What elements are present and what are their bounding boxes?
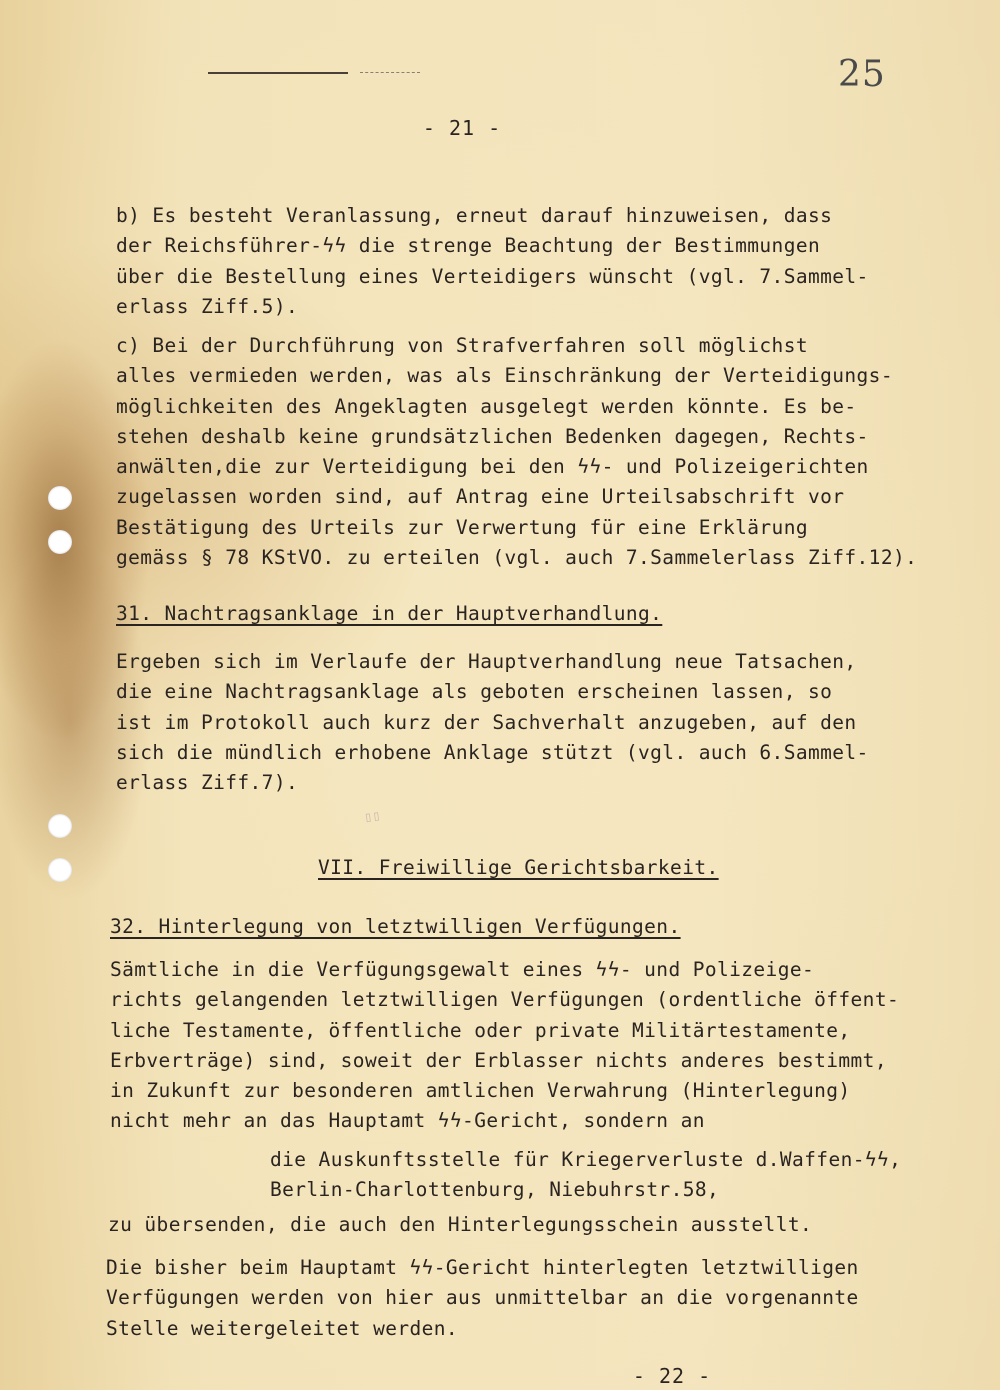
text-line: Sämtliche in die Verfügungsgewalt eines ϟϟ- und Polizeige- bbox=[110, 958, 815, 981]
text-line: ist im Protokoll auch kurz der Sachverhalt anzugeben, auf den bbox=[116, 710, 857, 734]
paragraph-send bbox=[108, 1210, 908, 1240]
text-line: Berlin-Charlottenburg, Niebuhrstr.58, bbox=[270, 1178, 720, 1202]
text-line: c) Bei der Durchführung von Strafverfahren soll möglichst bbox=[116, 334, 808, 357]
text-line: Die bisher beim Hauptamt ϟϟ-Gericht hinterlegten letztwilligen bbox=[106, 1256, 859, 1279]
text-line: richts gelangenden letztwilligen Verfügungen (ordentliche öffent- bbox=[110, 988, 900, 1012]
text-line: zugelassen worden sind, auf Antrag eine Urteilsabschrift vor bbox=[116, 485, 845, 509]
text-line: liche Testamente, öffentliche oder private Militärtestamente, bbox=[110, 1018, 851, 1042]
text-line: Verfügungen werden von hier aus unmittelbar an die vorgenannte bbox=[106, 1286, 859, 1310]
text-line: Ergeben sich im Verlaufe der Hauptverhandlung neue Tatsachen, bbox=[116, 650, 857, 673]
text-line: anwälten,die zur Verteidigung bei den ϟϟ- und Polizeigerichten bbox=[116, 455, 869, 479]
heading-31: 31. Nachtragsanklage in der Hauptverhandlung. bbox=[116, 602, 663, 625]
punch-hole bbox=[48, 858, 72, 882]
text-line: Erbverträge) sind, soweit der Erblasser nichts anderes bestimmt, bbox=[110, 1048, 887, 1072]
text-line: in Zukunft zur besonderen amtlichen Verwahrung (Hinterlegung) bbox=[110, 1079, 851, 1103]
section-vii-title: VII. Freiwillige Gerichtsbarkeit. bbox=[318, 856, 719, 879]
text-line: stehen deshalb keine grundsätzlichen Bedenken dagegen, Rechts- bbox=[116, 424, 869, 448]
text-line: Stelle weitergeleitet werden. bbox=[106, 1316, 459, 1340]
punch-hole bbox=[48, 814, 72, 838]
text-line: erlass Ziff.7). bbox=[116, 771, 299, 795]
text-line: über die Bestellung eines Verteidigers wünscht (vgl. 7.Sammel- bbox=[116, 264, 869, 288]
text-line: die Auskunftsstelle für Kriegerverluste d.Waffen-ϟϟ, bbox=[270, 1148, 902, 1171]
text-line: gemäss § 78 KStVO. zu erteilen (vgl. auch 7.Sammelerlass Ziff.12). bbox=[116, 546, 918, 570]
heading-32: 32. Hinterlegung von letztwilligen Verfügungen. bbox=[110, 915, 681, 938]
text-line: Bestätigung des Urteils zur Verwertung für eine Erklärung bbox=[116, 515, 808, 539]
text-line: möglichkeiten des Angeklagten ausgelegt werden könnte. Es be- bbox=[116, 394, 857, 418]
header-rule bbox=[208, 72, 348, 74]
paragraph-c bbox=[116, 331, 916, 573]
header-rule-faint bbox=[360, 72, 420, 73]
faint-stamp-mark: ▯▯ bbox=[362, 807, 382, 827]
punch-hole bbox=[48, 530, 72, 554]
paragraph-31 bbox=[116, 647, 916, 798]
punch-hole bbox=[48, 486, 72, 510]
text-line: die eine Nachtragsanklage als geboten erscheinen lassen, so bbox=[116, 680, 833, 704]
text-line: sich die mündlich erhobene Anklage stützt (vgl. auch 6.Sammel- bbox=[116, 740, 869, 764]
text-line: nicht mehr an das Hauptamt ϟϟ-Gericht, sondern an bbox=[110, 1109, 705, 1133]
text-line: zu übersenden, die auch den Hinterlegungsschein ausstellt. bbox=[108, 1213, 813, 1236]
folio-number: 25 bbox=[838, 54, 886, 95]
paragraph-final bbox=[106, 1253, 906, 1344]
text-line: der Reichsführer-ϟϟ die strenge Beachtung der Bestimmungen bbox=[116, 234, 821, 258]
page-number-top: - 21 - bbox=[422, 116, 502, 140]
address-block bbox=[270, 1145, 1000, 1206]
text-line: erlass Ziff.5). bbox=[116, 294, 299, 318]
paragraph-32 bbox=[110, 955, 910, 1137]
text-line: alles vermieden werden, was als Einschränkung der Verteidigungs- bbox=[116, 364, 893, 388]
page-number-bottom: - 22 - bbox=[632, 1364, 712, 1388]
paragraph-b bbox=[116, 201, 916, 322]
text-line: b) Es besteht Veranlassung, erneut darauf hinzuweisen, dass bbox=[116, 204, 833, 227]
